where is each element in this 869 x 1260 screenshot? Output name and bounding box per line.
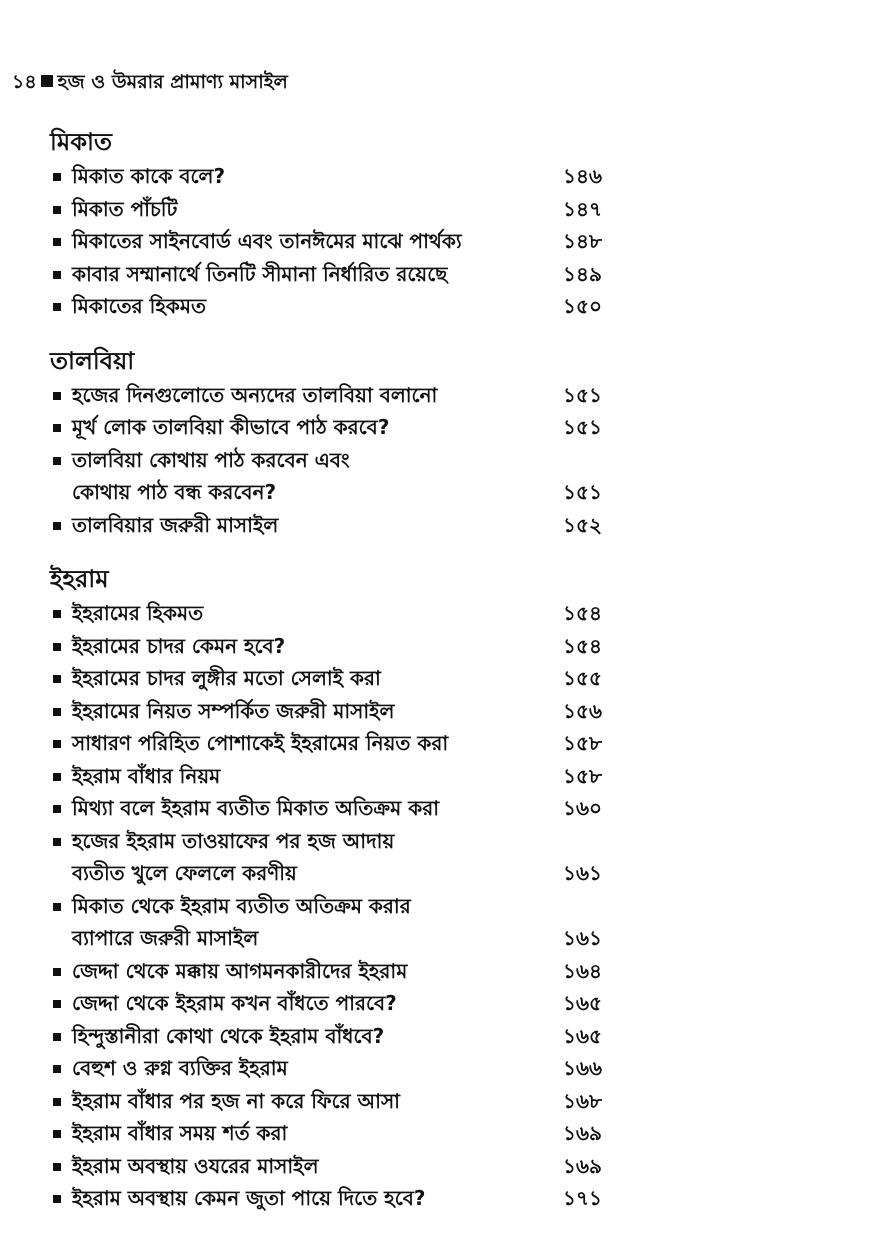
entry-page-number: ১৪৭	[563, 196, 602, 221]
entry-page-number: ১৬০	[563, 796, 602, 820]
entry-title: ইহরামের চাদর কেমন হবে?	[72, 633, 286, 658]
entry-title: তালবিয়া কোথায় পাঠ করবেন এবং	[72, 447, 350, 472]
toc-entry	[50, 597, 630, 630]
page-number: ১৪	[12, 71, 37, 93]
square-bullet-icon	[53, 424, 61, 432]
entry-page-number: ১৪৬	[563, 164, 602, 188]
square-bullet-icon	[53, 303, 61, 311]
entry-title: মিকাতের সাইনবোর্ড এবং তানঈমের মাঝে পার্থক্য	[72, 229, 462, 253]
square-bullet-icon	[53, 675, 61, 683]
toc-entry	[50, 379, 630, 412]
entry-title: তালবিয়ার জরুরী মাসাইল	[72, 512, 279, 537]
toc-entry	[50, 1150, 630, 1183]
toc-entry	[50, 890, 630, 955]
toc-entry	[50, 662, 630, 695]
entry-page-number: ১৫২	[563, 512, 602, 537]
square-bullet-icon	[53, 238, 61, 246]
entry-page-number: ১৫১	[563, 415, 602, 439]
entry-page-number: ১৬৯	[563, 1153, 602, 1178]
entry-title: মিকাতের হিকমত	[72, 294, 206, 318]
entry-page-number: ১৫৫	[563, 666, 602, 690]
entry-title: ইহরাম বাঁধার সময় শর্ত করা	[72, 1121, 288, 1145]
toc-entry	[50, 290, 630, 323]
square-bullet-icon	[53, 457, 61, 465]
entry-title: মিকাত থেকে ইহরাম ব্যতীত অতিক্রম করার	[72, 893, 411, 918]
toc-entry	[50, 760, 630, 793]
square-bullet-icon	[41, 75, 53, 87]
square-bullet-icon	[53, 903, 61, 911]
toc-entry	[50, 160, 630, 193]
entry-title: ইহরাম অবস্থায় কেমন জুতা পায়ে দিতে হবে?	[72, 1186, 426, 1210]
square-bullet-icon	[53, 805, 61, 813]
entry-title: ব্যতীত খুলে ফেললে করণীয়	[72, 861, 297, 885]
entry-page-number: ১৫৮	[563, 731, 602, 755]
entry-title: ইহরামের নিয়ত সম্পর্কিত জরুরী মাসাইল	[72, 698, 395, 723]
square-bullet-icon	[53, 1130, 61, 1138]
square-bullet-icon	[53, 1033, 61, 1041]
square-bullet-icon	[53, 838, 61, 846]
toc-entry	[50, 727, 630, 760]
entry-page-number: ১৫০	[563, 294, 602, 318]
square-bullet-icon	[53, 392, 61, 400]
toc-entry	[50, 987, 630, 1020]
entry-title: মূর্খ লোক তালবিয়া কীভাবে পাঠ করবে?	[72, 415, 390, 439]
entry-title: মিকাত কাকে বলে?	[72, 164, 226, 188]
square-bullet-icon	[53, 610, 61, 618]
square-bullet-icon	[53, 173, 61, 181]
toc-entry	[50, 225, 630, 258]
square-bullet-icon	[53, 968, 61, 976]
toc-entry	[50, 1182, 630, 1215]
square-bullet-icon	[53, 643, 61, 651]
entry-page-number: ১৬৫	[563, 991, 602, 1015]
entry-title: হজের দিনগুলোতে অন্যদের তালবিয়া বলানো	[72, 382, 438, 407]
entry-title: ইহরাম বাঁধার পর হজ না করে ফিরে আসা	[72, 1088, 400, 1113]
toc-entry	[50, 193, 630, 226]
toc-section	[50, 120, 630, 323]
entry-page-number: ১৫৪	[563, 633, 602, 658]
section-title: তালবিয়া	[50, 346, 135, 375]
toc-section	[50, 557, 630, 1215]
entry-title: মিকাত পাঁচটি	[72, 196, 178, 221]
toc-entry	[50, 444, 630, 509]
square-bullet-icon	[53, 740, 61, 748]
square-bullet-icon	[53, 1000, 61, 1008]
toc-entry	[50, 509, 630, 542]
entry-page-number: ১৬৫	[563, 1023, 602, 1048]
entry-page-number: ১৫১	[563, 382, 602, 407]
entry-title: কাবার সম্মানার্থে তিনটি সীমানা নির্ধারিত রয়েছে	[72, 261, 448, 286]
square-bullet-icon	[53, 708, 61, 716]
toc-entry	[50, 1020, 630, 1053]
entry-title: কোথায় পাঠ বন্ধ করবেন?	[72, 480, 277, 504]
entry-page-number: ১৫৮	[563, 763, 602, 788]
toc-section	[50, 339, 630, 542]
square-bullet-icon	[53, 522, 61, 530]
toc-entry	[50, 955, 630, 988]
entry-page-number: ১৪৯	[563, 261, 602, 286]
toc-entry	[50, 695, 630, 728]
entry-title: ইহরামের চাদর লুঙ্গীর মতো সেলাই করা	[72, 666, 381, 690]
square-bullet-icon	[53, 1195, 61, 1203]
entry-title: বেহুশ ও রুগ্ন ব্যক্তির ইহরাম	[72, 1056, 288, 1080]
entry-page-number: ১৫৪	[563, 601, 602, 625]
entry-title: ইহরাম বাঁধার নিয়ম	[72, 763, 221, 788]
entry-title: জেদ্দা থেকে ইহরাম কখন বাঁধতে পারবে?	[72, 991, 397, 1015]
entry-title: হিন্দুস্তানীরা কোথা থেকে ইহরাম বাঁধবে?	[72, 1023, 385, 1048]
entry-page-number: ১৬৮	[563, 1088, 602, 1113]
entry-title: সাধারণ পরিহিত পোশাকেই ইহরামের নিয়ত করা	[72, 731, 449, 755]
toc-entry	[50, 1117, 630, 1150]
entry-title: ইহরামের হিকমত	[72, 601, 204, 625]
toc-entry	[50, 1085, 630, 1118]
square-bullet-icon	[53, 206, 61, 214]
book-title: হজ ও উমরার প্রামাণ্য মাসাইল	[57, 71, 288, 93]
square-bullet-icon	[53, 271, 61, 279]
entry-page-number: ১৬৯	[563, 1121, 602, 1145]
entry-title: হজের ইহরাম তাওয়াফের পর হজ আদায়	[72, 828, 395, 853]
entry-title: মিথ্যা বলে ইহরাম ব্যতীত মিকাত অতিক্রম করা	[72, 796, 440, 820]
entry-page-number: ১৬৬	[563, 1056, 602, 1080]
entry-page-number: ১৭১	[563, 1186, 602, 1210]
running-head	[12, 68, 288, 100]
square-bullet-icon	[53, 1098, 61, 1106]
entry-page-number: ১৬১	[563, 926, 602, 950]
toc-entry	[50, 1052, 630, 1085]
entry-page-number: ১৫৬	[563, 698, 602, 723]
section-title: মিকাত	[50, 128, 112, 156]
entry-title: জেদ্দা থেকে মক্কায় আগমনকারীদের ইহরাম	[72, 958, 408, 983]
entry-page-number: ১৬৪	[563, 958, 602, 983]
square-bullet-icon	[53, 1065, 61, 1073]
table-of-contents	[50, 120, 630, 1231]
toc-entry	[50, 411, 630, 444]
entry-title: ইহরাম অবস্থায় ওযরের মাসাইল	[72, 1153, 319, 1178]
toc-entry	[50, 258, 630, 291]
square-bullet-icon	[53, 1163, 61, 1171]
toc-entry	[50, 792, 630, 825]
entry-title: ব্যাপারে জরুরী মাসাইল	[72, 926, 259, 950]
toc-entry	[50, 630, 630, 663]
section-title: ইহরাম	[50, 565, 109, 593]
entry-page-number: ১৪৮	[563, 229, 602, 253]
square-bullet-icon	[53, 773, 61, 781]
entry-page-number: ১৬১	[563, 861, 602, 885]
toc-entry	[50, 825, 630, 890]
entry-page-number: ১৫১	[563, 480, 602, 504]
